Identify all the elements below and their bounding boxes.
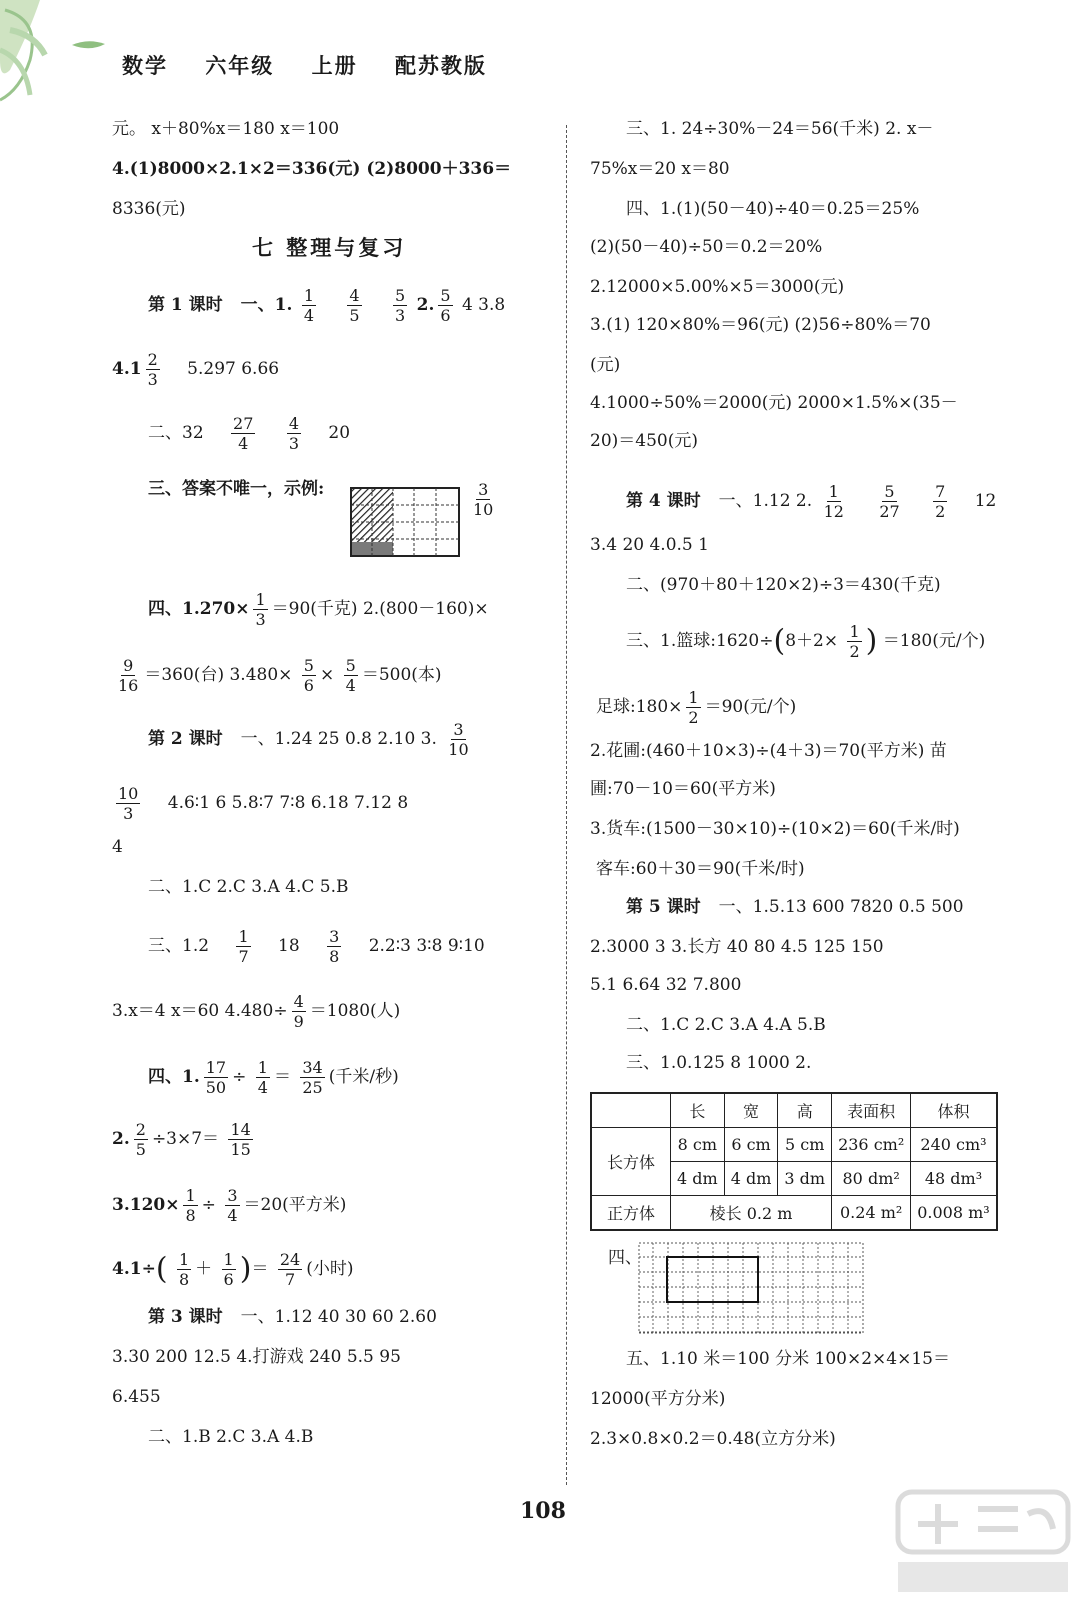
header-volume: 上册 [311, 53, 358, 78]
answer-line: 3.4 20 4.0.5 1 [590, 535, 709, 555]
answer-line: $\frac{10}{3}$ 4.6∶1 6 5.8∶7 7∶8 6.18 7.12 8 [118, 784, 409, 823]
answer-line: 三、1.篮球:1620÷(8＋2× $\frac{1}{2}$ ) ＝180(元/个) [626, 622, 986, 661]
table-header: 表面积 [832, 1093, 911, 1128]
header-edition: 配苏教版 [394, 53, 487, 78]
page-header [122, 50, 515, 80]
answer-line: 客车:60＋30＝90(千米/时) [596, 859, 805, 879]
table-cell: 240 cm³ [911, 1128, 997, 1162]
row-label: 长方体 [591, 1128, 671, 1196]
answer-line: 元。 x＋80%x＝180 x＝100 [112, 119, 340, 139]
answer-line: 8336(元) [112, 199, 186, 219]
answer-line: 20)＝450(元) [590, 431, 698, 451]
table-header-row [591, 1093, 997, 1128]
table-cell: 8 cm [671, 1128, 725, 1162]
table-cell: 棱长 0.2 m [671, 1196, 832, 1231]
answer-line: 2.3000 3 3.长方 40 80 4.5 125 150 [590, 937, 884, 957]
answer-line: 2.3×0.8×0.2＝0.48(立方分米) [590, 1429, 836, 1449]
table-cell: 0.008 m³ [911, 1196, 997, 1231]
answer-line: 4 [112, 837, 123, 857]
table-cell: 0.24 m² [832, 1196, 911, 1231]
answer-line: 3.货车:(1500－30×10)÷(10×2)＝60(千米/时) [590, 819, 960, 839]
table-cell: 80 dm² [832, 1162, 911, 1196]
answer-line: 2.花圃:(460＋10×3)÷(4＋3)＝70(平方米) 苗 [590, 741, 947, 761]
table-cell: 236 cm² [832, 1128, 911, 1162]
dotted-grid-figure [638, 1242, 864, 1334]
answer-line: 四、1.270× $\frac{1}{3}$ ＝90(千克) 2.(800－160)× [148, 590, 489, 629]
answer-line: 6.455 [112, 1387, 161, 1407]
table-row [591, 1128, 997, 1162]
section-title: 七 整理与复习 [252, 235, 407, 260]
dimensions-table [590, 1092, 998, 1231]
header-subject: 数学 [122, 53, 168, 78]
table-cell: 4 dm [724, 1162, 778, 1196]
answer-line: 3.120× $\frac{1}{8}$ ÷ $\frac{3}{4}$ ＝20(平方米) [112, 1186, 347, 1225]
column-divider [566, 125, 567, 1485]
answer-line: 4.(1)8000×2.1×2＝336(元) (2)8000＋336＝ [112, 159, 512, 179]
table-cell: 4 dm [671, 1162, 725, 1196]
table-header: 宽 [724, 1093, 778, 1128]
answer-line: 圃:70－10＝60(平方米) [590, 779, 776, 799]
answer-line: 75%x＝20 x＝80 [590, 159, 730, 179]
answer-line: 三、1.2 $\frac{1}{7}$ 18 $\frac{3}{8}$ 2.2∶3 3∶8 9∶10 [148, 927, 485, 966]
page-number: 108 [520, 1498, 566, 1524]
table-row [591, 1196, 997, 1231]
answer-line: 4.1 $\frac{2}{3}$ 5.297 6.66 [112, 350, 280, 389]
answer-line: 第 2 课时 一、1.24 25 0.8 2.10 3. $\frac{3}{10}$ [148, 720, 469, 759]
answer-line: 二、32 $\frac{27}{4}$ $\frac{4}{3}$ 20 [148, 414, 351, 453]
answer-line: 第 1 课时 一、1. $\frac{1}{4}$ $\frac{4}{5}$ $\frac{5}{3}$ 2. $\frac{5}{6}$ 4 3.8 [148, 286, 506, 325]
answer-line: 三、1.0.125 8 1000 2. [626, 1053, 812, 1073]
answer-line: 五、1.10 米＝100 分米 100×2×4×15＝ [626, 1349, 950, 1369]
answer-line: 第 5 课时 一、1.5.13 600 7820 0.5 500 [626, 897, 964, 917]
answer-line: 三、答案不唯一，示例: [148, 479, 325, 499]
row-label: 正方体 [591, 1196, 671, 1231]
watermark-logo [888, 1484, 1078, 1600]
answer-line: 2. $\frac{2}{5}$ ÷3×7＝ $\frac{14}{15}$ [112, 1120, 251, 1159]
answer-line: $\frac{9}{16}$ ＝360(台) 3.480× $\frac{5}{6}$ × $\frac{5}{4}$ ＝500(本) [118, 656, 442, 695]
answer-line: 2.12000×5.00%×5＝3000(元) [590, 277, 845, 297]
answer-line: 3.x＝4 x＝60 4.480÷ $\frac{4}{9}$ ＝1080(人) [112, 992, 401, 1031]
table-cell: 5 cm [778, 1128, 832, 1162]
answer-line: 足球:180× $\frac{1}{2}$ ＝90(元/个) [596, 688, 797, 727]
answer-line: 4.1000÷50%＝2000(元) 2000×1.5%×(35－ [590, 393, 958, 413]
answer-line: 第 3 课时 一、1.12 40 30 60 2.60 [148, 1307, 437, 1327]
answer-line: 二、1.C 2.C 3.A 4.A 5.B [626, 1015, 826, 1035]
table-header: 长 [671, 1093, 725, 1128]
answer-line: 3.(1) 120×80%＝96(元) (2)56÷80%＝70 [590, 315, 931, 335]
header-grade: 六年级 [205, 53, 275, 78]
answer-line: 3.30 200 12.5 4.打游戏 240 5.5 95 [112, 1347, 401, 1367]
table-header: 高 [778, 1093, 832, 1128]
answer-line: 4.1÷( $\frac{1}{8}$ ＋ $\frac{1}{6}$ )＝ $\frac{24}{7}$ (小时) [112, 1250, 354, 1289]
table-cell: 6 cm [724, 1128, 778, 1162]
table-cell: 48 dm³ [911, 1162, 997, 1196]
answer-line: 四、1.(1)(50－40)÷40＝0.25＝25% [626, 199, 920, 219]
answer-line: 第 4 课时 一、1.12 2. $\frac{1}{12}$ $\frac{5}{27}$ $\frac{7}{2}$ 12 [626, 482, 997, 521]
answer-line: 三、1. 24÷30%－24＝56(千米) 2. x－ [626, 119, 934, 139]
table-header: 体积 [911, 1093, 997, 1128]
answer-line: 二、1.B 2.C 3.A 4.B [148, 1427, 314, 1447]
answer-line: 二、1.C 2.C 3.A 4.C 5.B [148, 877, 349, 897]
answer-line: 四、 [608, 1248, 642, 1268]
shaded-grid-figure [349, 486, 461, 558]
table-cell: 3 dm [778, 1162, 832, 1196]
answer-fraction: $\frac{3}{10}$ [473, 480, 494, 519]
answer-line: (元) [590, 355, 621, 375]
leaf-decoration [0, 0, 110, 110]
answer-line: 二、(970＋80＋120×2)÷3＝430(千克) [626, 575, 941, 595]
answer-line: 5.1 6.64 32 7.800 [590, 975, 742, 995]
answer-line: (2)(50－40)÷50＝0.2＝20% [590, 237, 823, 257]
answer-line: 四、1. $\frac{17}{50}$ ÷ $\frac{1}{4}$ ＝ $\frac{34}{25}$ (千米/秒) [148, 1058, 399, 1097]
answer-line: 12000(平方分米) [590, 1389, 726, 1409]
